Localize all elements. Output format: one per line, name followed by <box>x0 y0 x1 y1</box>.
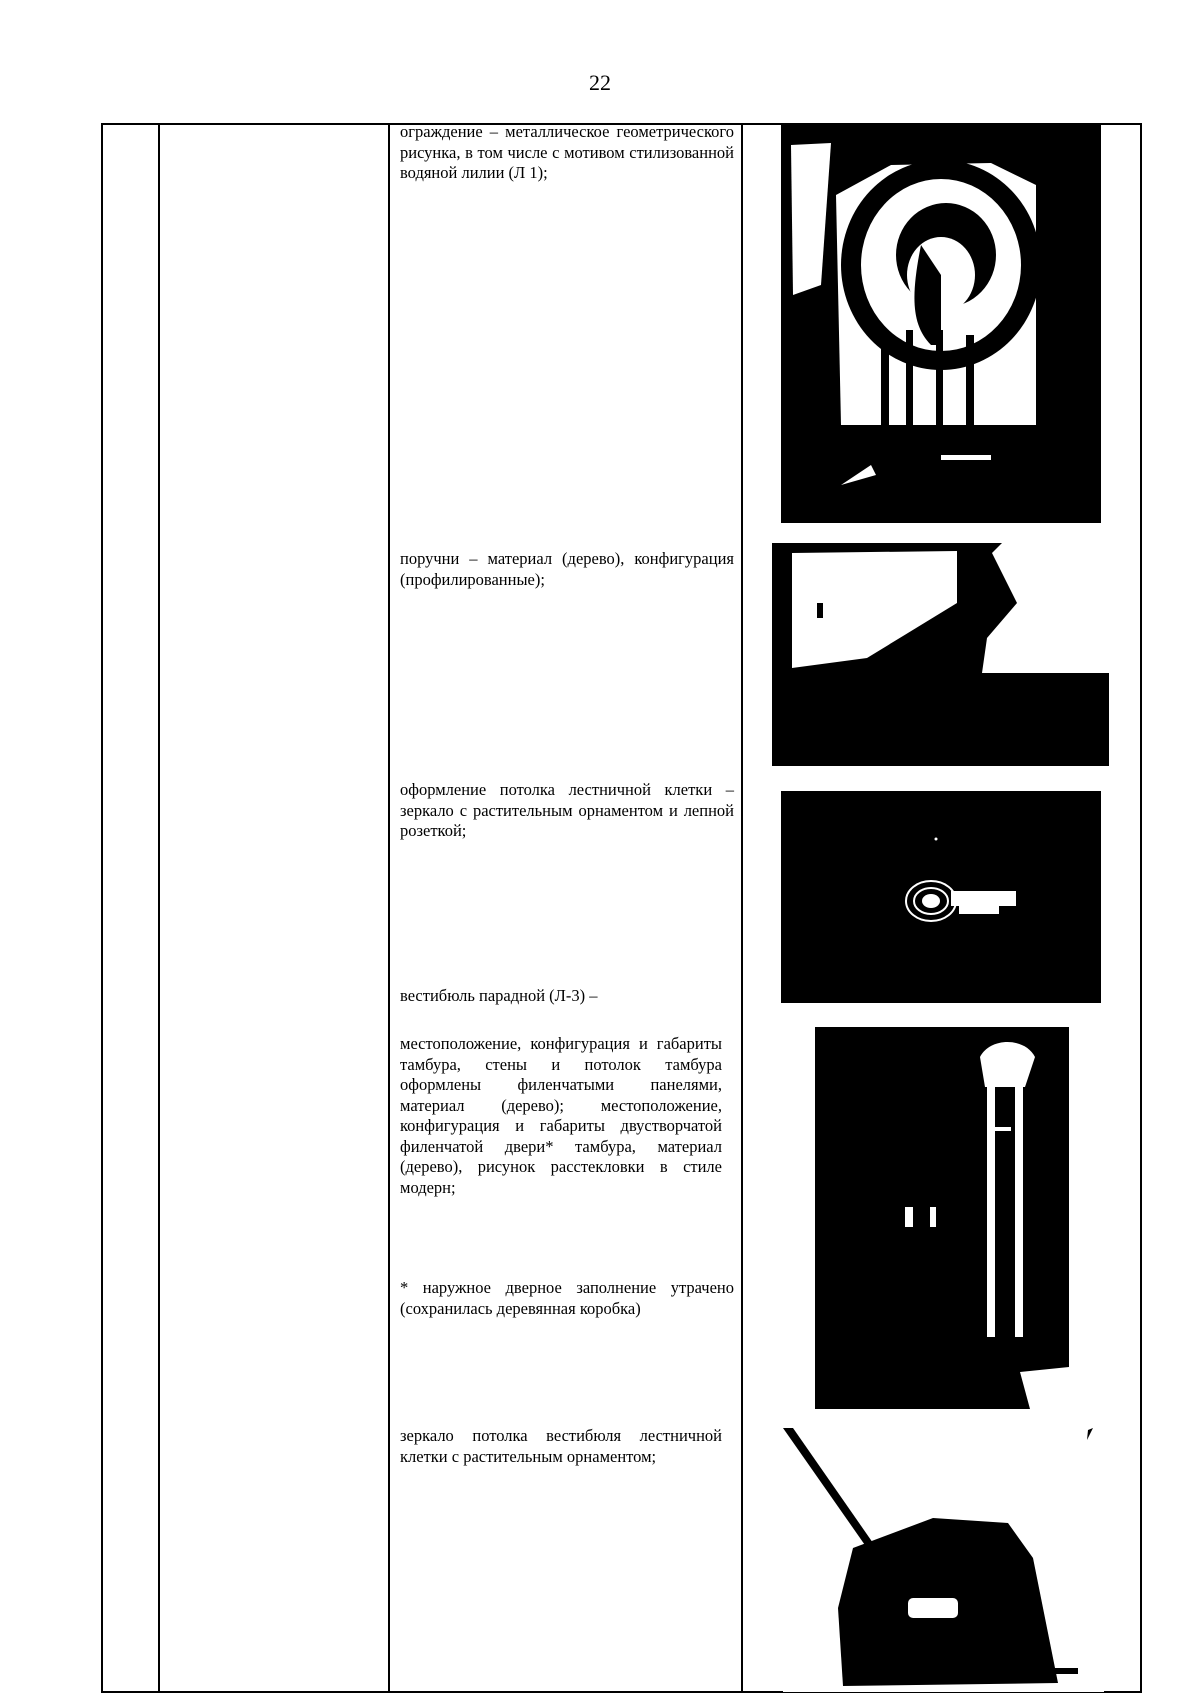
page-number: 22 <box>589 70 611 95</box>
description-footnote: * наружное дверное заполнение утрачено (сохранилась деревянная коробка) <box>400 1278 734 1318</box>
photo-ceiling-rosette <box>781 791 1101 1003</box>
column-divider <box>741 125 743 1691</box>
photo-vestibule <box>815 1027 1069 1409</box>
description-vestibule-ceiling: зеркало потолка вестибюля лестничной клетки с растительным орнаментом; <box>400 1426 722 1466</box>
description-ceiling: оформление потолка лестничной клетки – зеркало с растительным орнаментом и лепной розеткой; <box>400 780 734 840</box>
column-divider <box>388 125 390 1691</box>
photo-vestibule-ceiling <box>783 1428 1104 1692</box>
description-handrails: поручни – материал (дерево), конфигурация (профилированные); <box>400 549 734 589</box>
description-railing: ограждение – металлическое геометрического рисунка, в том числе с мотивом стилизованной водяной лилии (Л 1); <box>400 122 734 182</box>
document-table <box>101 123 1142 1693</box>
photo-railing <box>781 125 1101 523</box>
description-vestibule-heading: вестибюль парадной (Л-3) – <box>400 986 598 1005</box>
photo-handrails <box>772 543 1109 766</box>
description-vestibule: местоположение, конфигурация и габариты тамбура, стены и потолок тамбура оформлены филенчатыми панелями, материал (дерево); местоположение, конфигурация и габариты двустворчатой филенчатой двери* тамбура, материал (дерево), рисунок расстекловки в стиле модерн; <box>400 1034 722 1197</box>
column-divider <box>158 125 160 1691</box>
